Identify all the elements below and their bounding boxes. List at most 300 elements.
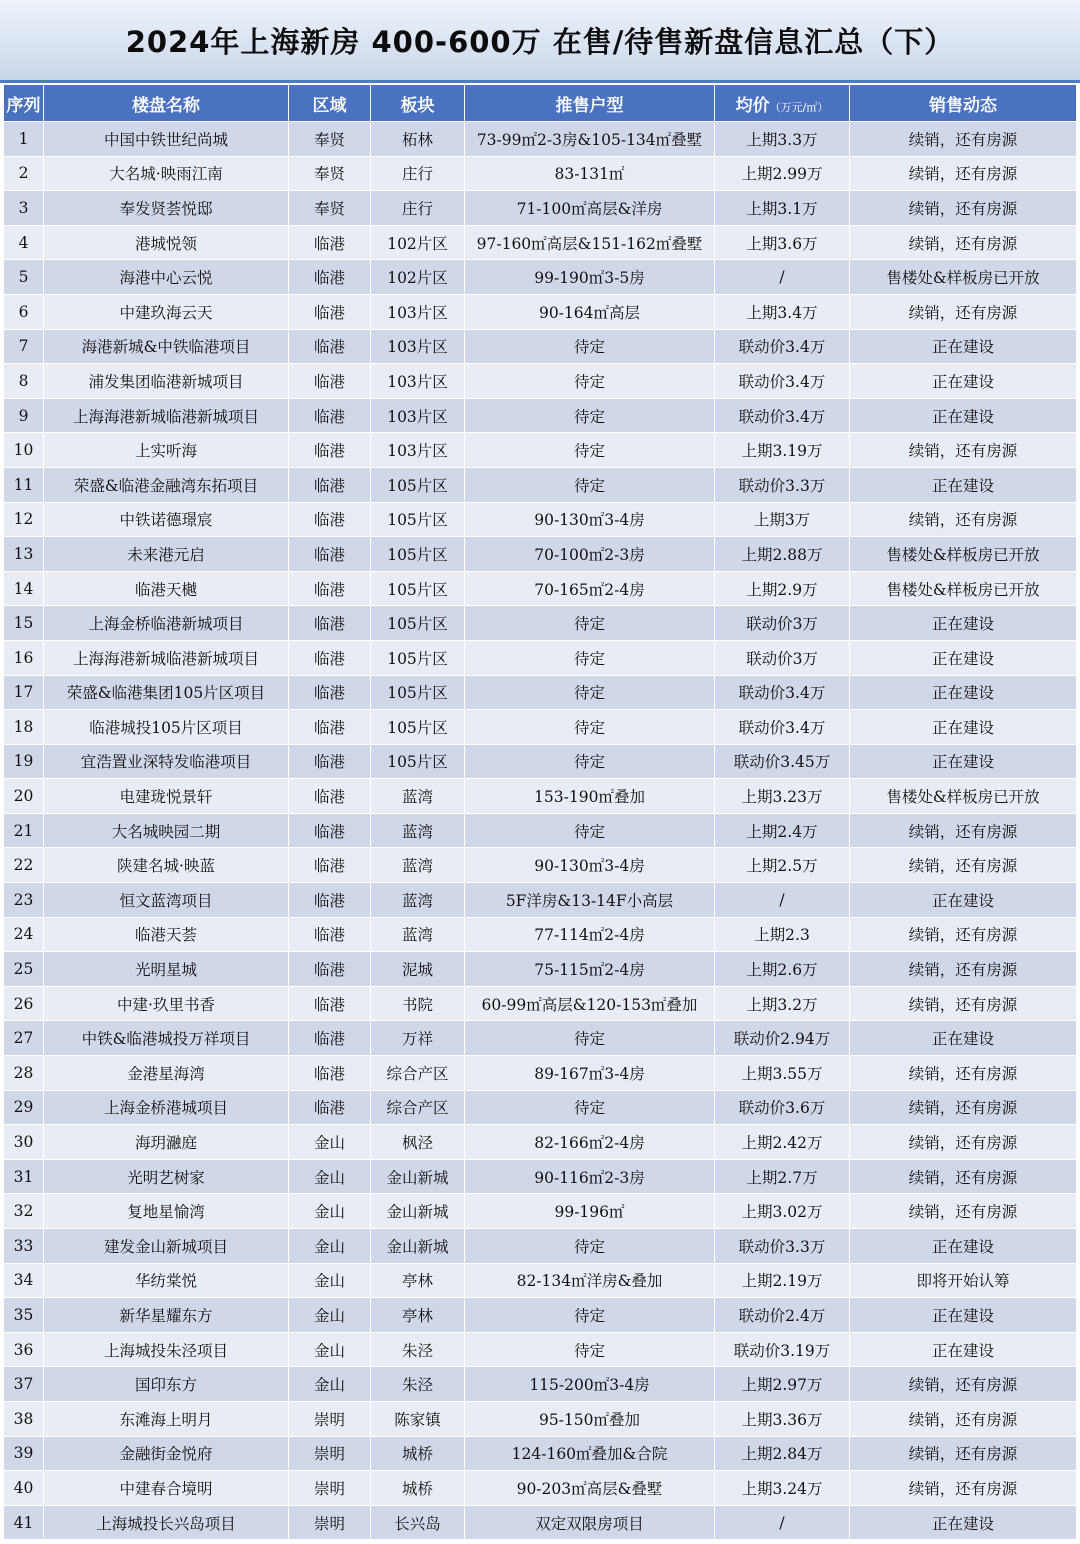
cell-price: 联动价3.4万 [715,364,850,399]
cell-district: 临港 [289,502,371,537]
cell-no: 3 [4,191,44,226]
cell-status: 续销，还有房源 [850,986,1077,1021]
cell-price: 上期3.02万 [715,1194,850,1229]
cell-name: 上海海港新城临港新城项目 [44,398,289,433]
cell-type: 待定 [465,813,715,848]
cell-block: 金山新城 [371,1159,465,1194]
table-row [4,502,1077,537]
cell-type: 90-130㎡3-4房 [465,502,715,537]
cell-block: 朱泾 [371,1332,465,1367]
cell-type: 99-196㎡ [465,1194,715,1229]
cell-block: 城桥 [371,1471,465,1506]
cell-price: 上期3.3万 [715,122,850,157]
cell-district: 临港 [289,364,371,399]
table-row [4,640,1077,675]
cell-price: 上期3.6万 [715,225,850,260]
cell-type: 70-100㎡2-3房 [465,537,715,572]
cell-price: 联动价3.19万 [715,1332,850,1367]
cell-status: 续销，还有房源 [850,294,1077,329]
cell-district: 临港 [289,467,371,502]
cell-district: 金山 [289,1332,371,1367]
cell-no: 34 [4,1263,44,1298]
table-row [4,710,1077,745]
cell-type: 153-190㎡叠加 [465,779,715,814]
cell-status: 正在建设 [850,1505,1077,1540]
table-row [4,467,1077,502]
cell-district: 临港 [289,1021,371,1056]
cell-status: 即将开始认筹 [850,1263,1077,1298]
cell-type: 待定 [465,1229,715,1264]
cell-no: 2 [4,156,44,191]
cell-status: 续销，还有房源 [850,1125,1077,1160]
cell-price: / [715,260,850,295]
cell-district: 临港 [289,675,371,710]
cell-name: 恒文蓝湾项目 [44,883,289,918]
cell-block: 103片区 [371,433,465,468]
table-row [4,1159,1077,1194]
cell-no: 5 [4,260,44,295]
cell-no: 25 [4,952,44,987]
cell-price: 上期3.55万 [715,1056,850,1091]
table-row [4,156,1077,191]
cell-status: 续销，还有房源 [850,1471,1077,1506]
cell-status: 续销，还有房源 [850,1401,1077,1436]
cell-price: 联动价3万 [715,640,850,675]
cell-block: 亭林 [371,1263,465,1298]
cell-status: 正在建设 [850,398,1077,433]
cell-no: 32 [4,1194,44,1229]
table-row [4,1090,1077,1125]
cell-price: 上期2.4万 [715,813,850,848]
cell-no: 27 [4,1021,44,1056]
cell-no: 6 [4,294,44,329]
cell-type: 60-99㎡高层&120-153㎡叠加 [465,986,715,1021]
cell-district: 崇明 [289,1505,371,1540]
cell-name: 海玥瀜庭 [44,1125,289,1160]
cell-status: 续销，还有房源 [850,917,1077,952]
cell-district: 临港 [289,294,371,329]
cell-district: 临港 [289,1056,371,1091]
cell-name: 光明星城 [44,952,289,987]
cell-block: 105片区 [371,537,465,572]
cell-no: 19 [4,744,44,779]
cell-block: 书院 [371,986,465,1021]
cell-block: 金山新城 [371,1194,465,1229]
cell-type: 待定 [465,1298,715,1333]
cell-price: 上期3.2万 [715,986,850,1021]
cell-block: 蓝湾 [371,917,465,952]
cell-block: 103片区 [371,398,465,433]
table-row [4,606,1077,641]
header-no: 序列 [4,85,44,122]
cell-price: 上期3.4万 [715,294,850,329]
cell-district: 临港 [289,260,371,295]
cell-name: 东滩海上明月 [44,1401,289,1436]
cell-type: 待定 [465,1021,715,1056]
cell-price: 联动价3.3万 [715,467,850,502]
cell-district: 临港 [289,571,371,606]
cell-status: 续销，还有房源 [850,848,1077,883]
cell-no: 31 [4,1159,44,1194]
cell-type: 90-116㎡2-3房 [465,1159,715,1194]
table-row [4,329,1077,364]
cell-no: 9 [4,398,44,433]
cell-price: 上期3.24万 [715,1471,850,1506]
cell-price: 上期2.88万 [715,537,850,572]
cell-price: 联动价2.4万 [715,1298,850,1333]
cell-no: 16 [4,640,44,675]
cell-price: 上期2.9万 [715,571,850,606]
cell-name: 上海金桥港城项目 [44,1090,289,1125]
cell-status: 续销，还有房源 [850,122,1077,157]
cell-block: 105片区 [371,467,465,502]
cell-price: 上期3.1万 [715,191,850,226]
cell-block: 庄行 [371,156,465,191]
cell-district: 临港 [289,779,371,814]
table-row [4,433,1077,468]
cell-district: 临港 [289,986,371,1021]
cell-no: 29 [4,1090,44,1125]
cell-no: 10 [4,433,44,468]
cell-name: 大名城·映雨江南 [44,156,289,191]
cell-name: 上海城投朱泾项目 [44,1332,289,1367]
cell-type: 待定 [465,744,715,779]
cell-no: 26 [4,986,44,1021]
cell-type: 99-190㎡3-5房 [465,260,715,295]
cell-block: 万祥 [371,1021,465,1056]
cell-no: 20 [4,779,44,814]
header-name: 楼盘名称 [44,85,289,122]
cell-block: 103片区 [371,329,465,364]
cell-name: 临港城投105片区项目 [44,710,289,745]
cell-district: 临港 [289,225,371,260]
table-row [4,364,1077,399]
cell-type: 115-200㎡3-4房 [465,1367,715,1402]
cell-status: 正在建设 [850,467,1077,502]
cell-district: 临港 [289,744,371,779]
cell-status: 正在建设 [850,710,1077,745]
cell-district: 临港 [289,398,371,433]
cell-block: 柘林 [371,122,465,157]
cell-price: 上期2.5万 [715,848,850,883]
cell-district: 临港 [289,1090,371,1125]
cell-price: 上期3万 [715,502,850,537]
cell-status: 正在建设 [850,606,1077,641]
cell-name: 未来港元启 [44,537,289,572]
table-row [4,191,1077,226]
cell-status: 续销，还有房源 [850,156,1077,191]
cell-type: 待定 [465,467,715,502]
cell-no: 28 [4,1056,44,1091]
cell-no: 40 [4,1471,44,1506]
cell-no: 21 [4,813,44,848]
cell-status: 续销，还有房源 [850,1367,1077,1402]
cell-name: 华纺棠悦 [44,1263,289,1298]
table-row [4,883,1077,918]
header-type: 推售户型 [465,85,715,122]
cell-status: 续销，还有房源 [850,1090,1077,1125]
cell-type: 77-114㎡2-4房 [465,917,715,952]
table-row [4,986,1077,1021]
page-title: 2024年上海新房 400-600万 在售/待售新盘信息汇总（下） [125,24,955,59]
cell-type: 待定 [465,398,715,433]
cell-block: 103片区 [371,294,465,329]
cell-block: 105片区 [371,640,465,675]
cell-name: 复地星愉湾 [44,1194,289,1229]
cell-type: 5F洋房&13-14F小高层 [465,883,715,918]
table-row [4,1471,1077,1506]
cell-block: 城桥 [371,1436,465,1471]
table-row [4,122,1077,157]
cell-name: 中铁&临港城投万祥项目 [44,1021,289,1056]
cell-block: 长兴岛 [371,1505,465,1540]
table-row [4,537,1077,572]
cell-price: 上期3.23万 [715,779,850,814]
cell-status: 正在建设 [850,640,1077,675]
cell-no: 33 [4,1229,44,1264]
cell-block: 朱泾 [371,1367,465,1402]
table-row [4,294,1077,329]
cell-block: 105片区 [371,744,465,779]
listing-table [3,84,1077,1540]
cell-status: 售楼处&样板房已开放 [850,260,1077,295]
cell-district: 临港 [289,433,371,468]
cell-district: 金山 [289,1194,371,1229]
cell-district: 金山 [289,1229,371,1264]
cell-name: 中建·玖里书香 [44,986,289,1021]
table-row [4,1436,1077,1471]
cell-name: 海港新城&中铁临港项目 [44,329,289,364]
cell-block: 蓝湾 [371,813,465,848]
title-banner [0,0,1080,83]
cell-no: 1 [4,122,44,157]
cell-price: 联动价3.4万 [715,398,850,433]
cell-status: 正在建设 [850,364,1077,399]
cell-name: 上海城投长兴岛项目 [44,1505,289,1540]
cell-block: 综合产区 [371,1056,465,1091]
cell-type: 82-134㎡洋房&叠加 [465,1263,715,1298]
cell-price: 上期2.7万 [715,1159,850,1194]
table-row [4,952,1077,987]
cell-status: 正在建设 [850,744,1077,779]
cell-price: 联动价3.3万 [715,1229,850,1264]
cell-price: / [715,1505,850,1540]
cell-block: 102片区 [371,260,465,295]
cell-price: 联动价3.4万 [715,329,850,364]
cell-price: 上期2.42万 [715,1125,850,1160]
table-row [4,1263,1077,1298]
table-body [4,122,1077,1540]
cell-block: 103片区 [371,364,465,399]
table-row [4,675,1077,710]
cell-block: 泥城 [371,952,465,987]
cell-no: 30 [4,1125,44,1160]
header-district: 区域 [289,85,371,122]
cell-price: 上期2.19万 [715,1263,850,1298]
table-row [4,779,1077,814]
cell-district: 临港 [289,537,371,572]
cell-block: 亭林 [371,1298,465,1333]
cell-type: 待定 [465,433,715,468]
cell-price: 联动价3万 [715,606,850,641]
table-row [4,744,1077,779]
cell-type: 90-164㎡高层 [465,294,715,329]
cell-type: 待定 [465,1332,715,1367]
cell-status: 正在建设 [850,675,1077,710]
cell-name: 中国中铁世纪尚城 [44,122,289,157]
cell-price: 上期2.97万 [715,1367,850,1402]
cell-no: 12 [4,502,44,537]
cell-name: 光明艺树家 [44,1159,289,1194]
cell-price: / [715,883,850,918]
cell-district: 奉贤 [289,122,371,157]
cell-status: 正在建设 [850,329,1077,364]
cell-block: 庄行 [371,191,465,226]
cell-no: 11 [4,467,44,502]
cell-district: 临港 [289,640,371,675]
cell-district: 临港 [289,848,371,883]
cell-price: 上期2.84万 [715,1436,850,1471]
cell-name: 陕建名城·映蓝 [44,848,289,883]
cell-district: 崇明 [289,1401,371,1436]
header-block: 板块 [371,85,465,122]
cell-name: 金融街金悦府 [44,1436,289,1471]
cell-name: 国印东方 [44,1367,289,1402]
cell-type: 待定 [465,329,715,364]
cell-price: 联动价3.6万 [715,1090,850,1125]
table-row [4,1367,1077,1402]
cell-district: 临港 [289,952,371,987]
table-row [4,1125,1077,1160]
cell-name: 电建珑悦景轩 [44,779,289,814]
cell-price: 上期3.36万 [715,1401,850,1436]
cell-district: 金山 [289,1263,371,1298]
cell-type: 待定 [465,640,715,675]
cell-block: 105片区 [371,606,465,641]
cell-name: 海港中心云悦 [44,260,289,295]
cell-status: 续销，还有房源 [850,1436,1077,1471]
cell-block: 蓝湾 [371,779,465,814]
table-row [4,1332,1077,1367]
cell-no: 22 [4,848,44,883]
cell-no: 17 [4,675,44,710]
cell-district: 临港 [289,883,371,918]
cell-no: 15 [4,606,44,641]
table-row [4,260,1077,295]
cell-name: 宜浩置业深特发临港项目 [44,744,289,779]
cell-district: 临港 [289,606,371,641]
cell-no: 38 [4,1401,44,1436]
cell-price: 上期3.19万 [715,433,850,468]
cell-type: 70-165㎡2-4房 [465,571,715,606]
cell-name: 建发金山新城项目 [44,1229,289,1264]
cell-name: 上海海港新城临港新城项目 [44,640,289,675]
cell-type: 97-160㎡高层&151-162㎡叠墅 [465,225,715,260]
cell-type: 73-99㎡2-3房&105-134㎡叠墅 [465,122,715,157]
cell-status: 正在建设 [850,1332,1077,1367]
cell-price: 联动价3.45万 [715,744,850,779]
cell-district: 金山 [289,1367,371,1402]
cell-name: 新华星耀东方 [44,1298,289,1333]
cell-type: 待定 [465,606,715,641]
cell-district: 金山 [289,1298,371,1333]
cell-type: 95-150㎡叠加 [465,1401,715,1436]
cell-name: 上实听海 [44,433,289,468]
cell-type: 75-115㎡2-4房 [465,952,715,987]
table-row [4,1194,1077,1229]
cell-no: 35 [4,1298,44,1333]
cell-type: 待定 [465,710,715,745]
cell-price: 上期2.3 [715,917,850,952]
cell-price: 联动价2.94万 [715,1021,850,1056]
table-row [4,813,1077,848]
cell-status: 续销，还有房源 [850,225,1077,260]
cell-price: 上期2.6万 [715,952,850,987]
cell-status: 售楼处&样板房已开放 [850,779,1077,814]
cell-district: 临港 [289,329,371,364]
cell-block: 蓝湾 [371,848,465,883]
cell-district: 奉贤 [289,191,371,226]
cell-block: 105片区 [371,675,465,710]
cell-type: 89-167㎡3-4房 [465,1056,715,1091]
cell-status: 续销，还有房源 [850,433,1077,468]
cell-name: 浦发集团临港新城项目 [44,364,289,399]
cell-type: 71-100㎡高层&洋房 [465,191,715,226]
table-row [4,848,1077,883]
cell-status: 售楼处&样板房已开放 [850,537,1077,572]
cell-block: 105片区 [371,502,465,537]
cell-district: 金山 [289,1125,371,1160]
cell-block: 陈家镇 [371,1401,465,1436]
cell-name: 临港天樾 [44,571,289,606]
cell-name: 中建玖海云天 [44,294,289,329]
table-row [4,398,1077,433]
header-price-label: 均价 [735,95,770,116]
cell-name: 港城悦领 [44,225,289,260]
cell-name: 荣盛&临港集团105片区项目 [44,675,289,710]
cell-block: 枫泾 [371,1125,465,1160]
cell-no: 36 [4,1332,44,1367]
cell-district: 崇明 [289,1471,371,1506]
cell-price: 联动价3.4万 [715,710,850,745]
cell-type: 82-166㎡2-4房 [465,1125,715,1160]
cell-status: 正在建设 [850,1298,1077,1333]
cell-block: 105片区 [371,571,465,606]
table-row [4,1021,1077,1056]
table-row [4,1056,1077,1091]
cell-type: 待定 [465,364,715,399]
cell-name: 大名城映园二期 [44,813,289,848]
cell-no: 14 [4,571,44,606]
cell-name: 上海金桥临港新城项目 [44,606,289,641]
cell-block: 102片区 [371,225,465,260]
cell-status: 续销，还有房源 [850,502,1077,537]
cell-type: 124-160㎡叠加&合院 [465,1436,715,1471]
cell-district: 临港 [289,710,371,745]
table-row [4,1229,1077,1264]
cell-district: 奉贤 [289,156,371,191]
cell-no: 13 [4,537,44,572]
cell-type: 待定 [465,675,715,710]
table-header-row [4,85,1077,122]
cell-name: 奉发贤荟悦邸 [44,191,289,226]
cell-price: 上期2.99万 [715,156,850,191]
cell-district: 崇明 [289,1436,371,1471]
cell-block: 综合产区 [371,1090,465,1125]
cell-price: 联动价3.4万 [715,675,850,710]
table-row [4,571,1077,606]
cell-no: 24 [4,917,44,952]
